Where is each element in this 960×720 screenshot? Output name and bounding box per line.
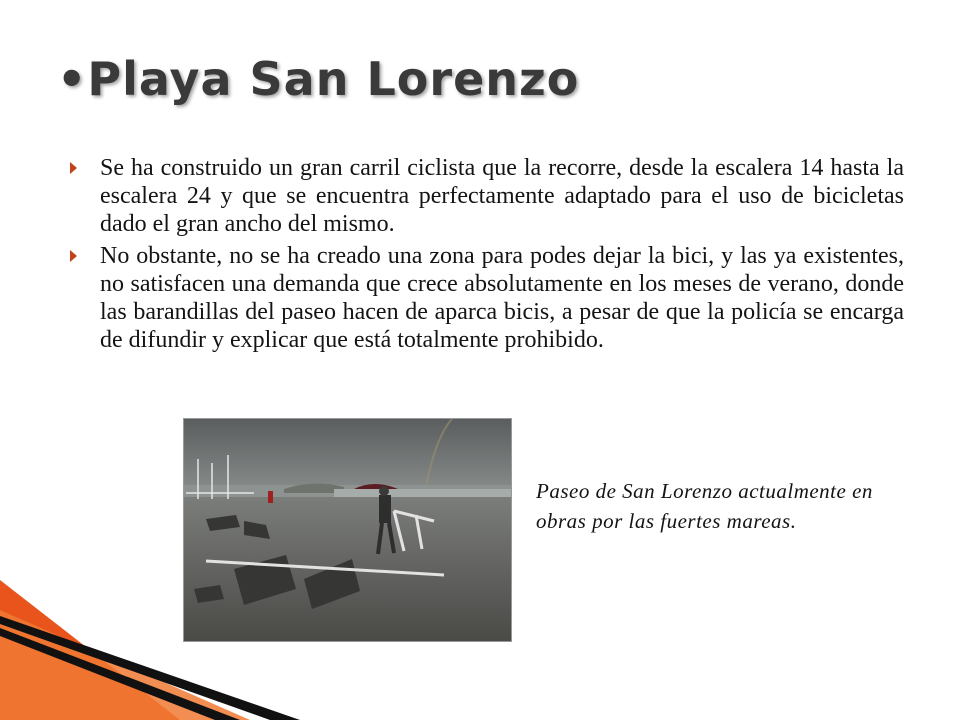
bullet-list [70, 154, 904, 358]
bullet-item [70, 242, 904, 354]
bullet-arrow-icon [70, 162, 77, 174]
bullet-arrow-icon [70, 250, 77, 262]
bullet-item [70, 154, 904, 238]
bullet-text: No obstante, no se ha creado una zona para podes dejar la bici, y las ya existentes, no satisfacen una demanda que crece absolutamente en los meses de verano, donde las barandillas del paseo hacen de aparca bicis, a pesar de que la policía se encarga de difundir y explicar que está totalmente prohibido. [100, 243, 904, 353]
bullet-text: Se ha construido un gran carril ciclista que la recorre, desde la escalera 14 hasta la escalera 24 y que se encuentra perfectamente adaptado para el uso de bicicletas dado el gran ancho del mismo. [100, 155, 904, 237]
corner-decoration [0, 580, 360, 720]
photo-caption: Paseo de San Lorenzo actualmente en obras por las fuertes mareas. [536, 479, 873, 533]
slide-title: •Playa San Lorenzo [57, 52, 580, 106]
